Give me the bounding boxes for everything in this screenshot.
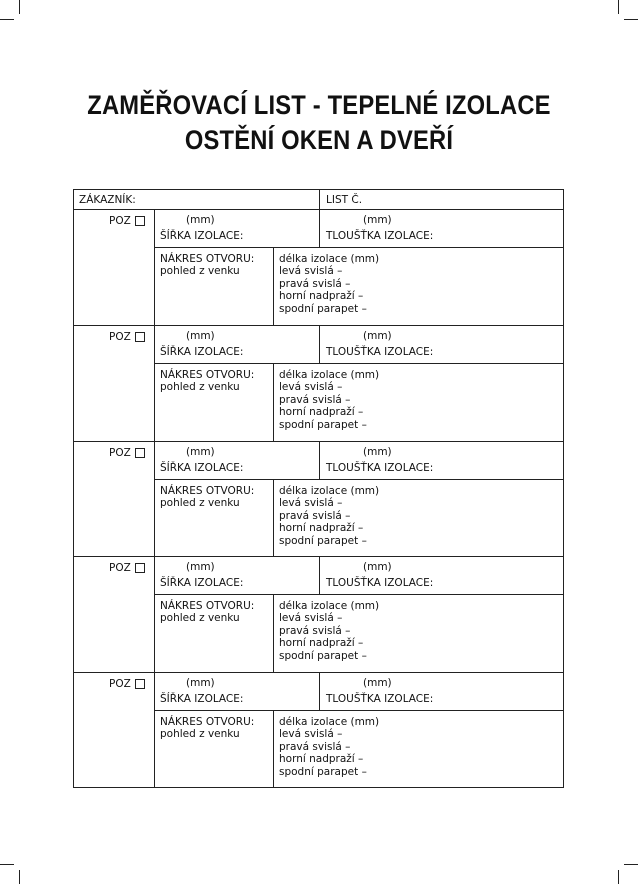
position-column-divider	[154, 325, 155, 441]
insulation-length-title: délka izolace (mm)	[279, 369, 380, 381]
thickness-unit: (mm)	[363, 446, 392, 458]
drawing-lengths-divider	[273, 594, 274, 672]
bottom-sill-length: spodní parapet –	[279, 535, 367, 547]
insulation-length-title: délka izolace (mm)	[279, 600, 380, 612]
width-label: ŠÍŘKA IZOLACE:	[160, 577, 244, 589]
position-column-divider	[154, 672, 155, 788]
width-label: ŠÍŘKA IZOLACE:	[160, 693, 244, 705]
insulation-length-title: délka izolace (mm)	[279, 253, 380, 265]
top-lintel-length: horní nadpraží –	[279, 522, 364, 534]
position-column-divider	[154, 441, 155, 557]
crop-mark-bottom-left	[0, 864, 14, 865]
thickness-label: TLOUŠŤKA IZOLACE:	[326, 230, 434, 242]
position-column-divider	[154, 209, 155, 325]
position-top-row-line	[154, 247, 564, 248]
left-vertical-length: levá svislá –	[279, 612, 343, 624]
left-vertical-length: levá svislá –	[279, 381, 343, 393]
drawing-sublabel: pohled z venku	[160, 728, 240, 740]
bottom-sill-length: spodní parapet –	[279, 303, 367, 315]
measurement-form	[73, 189, 564, 788]
width-label: ŠÍŘKA IZOLACE:	[160, 462, 244, 474]
right-vertical-length: pravá svislá –	[279, 510, 351, 522]
right-vertical-length: pravá svislá –	[279, 625, 351, 637]
drawing-lengths-divider	[273, 247, 274, 325]
position-top-row-line	[154, 479, 564, 480]
title-line-2: OSTĚNÍ OKEN A DVEŘÍ	[184, 125, 454, 155]
crop-mark-top-right	[618, 0, 619, 14]
sheet-number-label: LIST Č.	[326, 194, 363, 206]
thickness-unit: (mm)	[363, 330, 392, 342]
insulation-length-title: délka izolace (mm)	[279, 485, 380, 497]
insulation-length-title: délka izolace (mm)	[279, 716, 380, 728]
width-unit: (mm)	[186, 446, 215, 458]
left-vertical-length: levá svislá –	[279, 265, 343, 277]
width-label: ŠÍŘKA IZOLACE:	[160, 346, 244, 358]
crop-mark-top-left	[19, 0, 20, 14]
position-top-row-line	[154, 594, 564, 595]
crop-mark-top-right	[624, 19, 638, 20]
thickness-unit: (mm)	[363, 561, 392, 573]
width-thickness-divider	[319, 672, 320, 710]
drawing-label: NÁKRES OTVORU:	[160, 600, 255, 612]
form-border-left	[73, 189, 74, 788]
width-unit: (mm)	[186, 330, 215, 342]
crop-mark-bottom-right	[624, 864, 638, 865]
top-lintel-length: horní nadpraží –	[279, 406, 364, 418]
title-line-1: ZAMĚŘOVACÍ LIST - TEPELNÉ IZOLACE	[87, 90, 551, 120]
crop-mark-bottom-left	[19, 870, 20, 884]
document-title	[38, 88, 599, 158]
drawing-lengths-divider	[273, 479, 274, 557]
width-thickness-divider	[319, 209, 320, 247]
bottom-sill-length: spodní parapet –	[279, 419, 367, 431]
width-thickness-divider	[319, 325, 320, 363]
left-vertical-length: levá svislá –	[279, 497, 343, 509]
position-top-row-line	[154, 710, 564, 711]
top-lintel-length: horní nadpraží –	[279, 637, 364, 649]
drawing-label: NÁKRES OTVORU:	[160, 716, 255, 728]
header-divider	[319, 189, 320, 209]
form-border-right	[563, 189, 564, 788]
position-checkbox[interactable]	[135, 679, 145, 689]
position-checkbox[interactable]	[135, 332, 145, 342]
width-unit: (mm)	[186, 677, 215, 689]
position-column-divider	[154, 556, 155, 672]
right-vertical-length: pravá svislá –	[279, 741, 351, 753]
right-vertical-length: pravá svislá –	[279, 278, 351, 290]
width-thickness-divider	[319, 441, 320, 479]
position-label: POZ	[109, 562, 131, 574]
crop-mark-top-left	[0, 19, 14, 20]
width-unit: (mm)	[186, 561, 215, 573]
width-thickness-divider	[319, 556, 320, 594]
position-label: POZ	[109, 331, 131, 343]
position-checkbox[interactable]	[135, 448, 145, 458]
thickness-label: TLOUŠŤKA IZOLACE:	[326, 577, 434, 589]
thickness-unit: (mm)	[363, 214, 392, 226]
drawing-label: NÁKRES OTVORU:	[160, 485, 255, 497]
form-border-bottom	[73, 787, 564, 788]
position-label: POZ	[109, 678, 131, 690]
thickness-unit: (mm)	[363, 677, 392, 689]
top-lintel-length: horní nadpraží –	[279, 753, 364, 765]
drawing-sublabel: pohled z venku	[160, 265, 240, 277]
drawing-lengths-divider	[273, 363, 274, 441]
thickness-label: TLOUŠŤKA IZOLACE:	[326, 462, 434, 474]
width-unit: (mm)	[186, 214, 215, 226]
drawing-label: NÁKRES OTVORU:	[160, 369, 255, 381]
drawing-sublabel: pohled z venku	[160, 612, 240, 624]
drawing-sublabel: pohled z venku	[160, 381, 240, 393]
top-lintel-length: horní nadpraží –	[279, 290, 364, 302]
position-checkbox[interactable]	[135, 216, 145, 226]
position-label: POZ	[109, 215, 131, 227]
crop-mark-bottom-right	[618, 870, 619, 884]
position-label: POZ	[109, 447, 131, 459]
drawing-lengths-divider	[273, 710, 274, 788]
width-label: ŠÍŘKA IZOLACE:	[160, 230, 244, 242]
bottom-sill-length: spodní parapet –	[279, 766, 367, 778]
right-vertical-length: pravá svislá –	[279, 394, 351, 406]
customer-label: ZÁKAZNÍK:	[79, 194, 136, 206]
bottom-sill-length: spodní parapet –	[279, 650, 367, 662]
thickness-label: TLOUŠŤKA IZOLACE:	[326, 346, 434, 358]
drawing-label: NÁKRES OTVORU:	[160, 253, 255, 265]
position-checkbox[interactable]	[135, 563, 145, 573]
left-vertical-length: levá svislá –	[279, 728, 343, 740]
position-top-row-line	[154, 363, 564, 364]
drawing-sublabel: pohled z venku	[160, 497, 240, 509]
thickness-label: TLOUŠŤKA IZOLACE:	[326, 693, 434, 705]
